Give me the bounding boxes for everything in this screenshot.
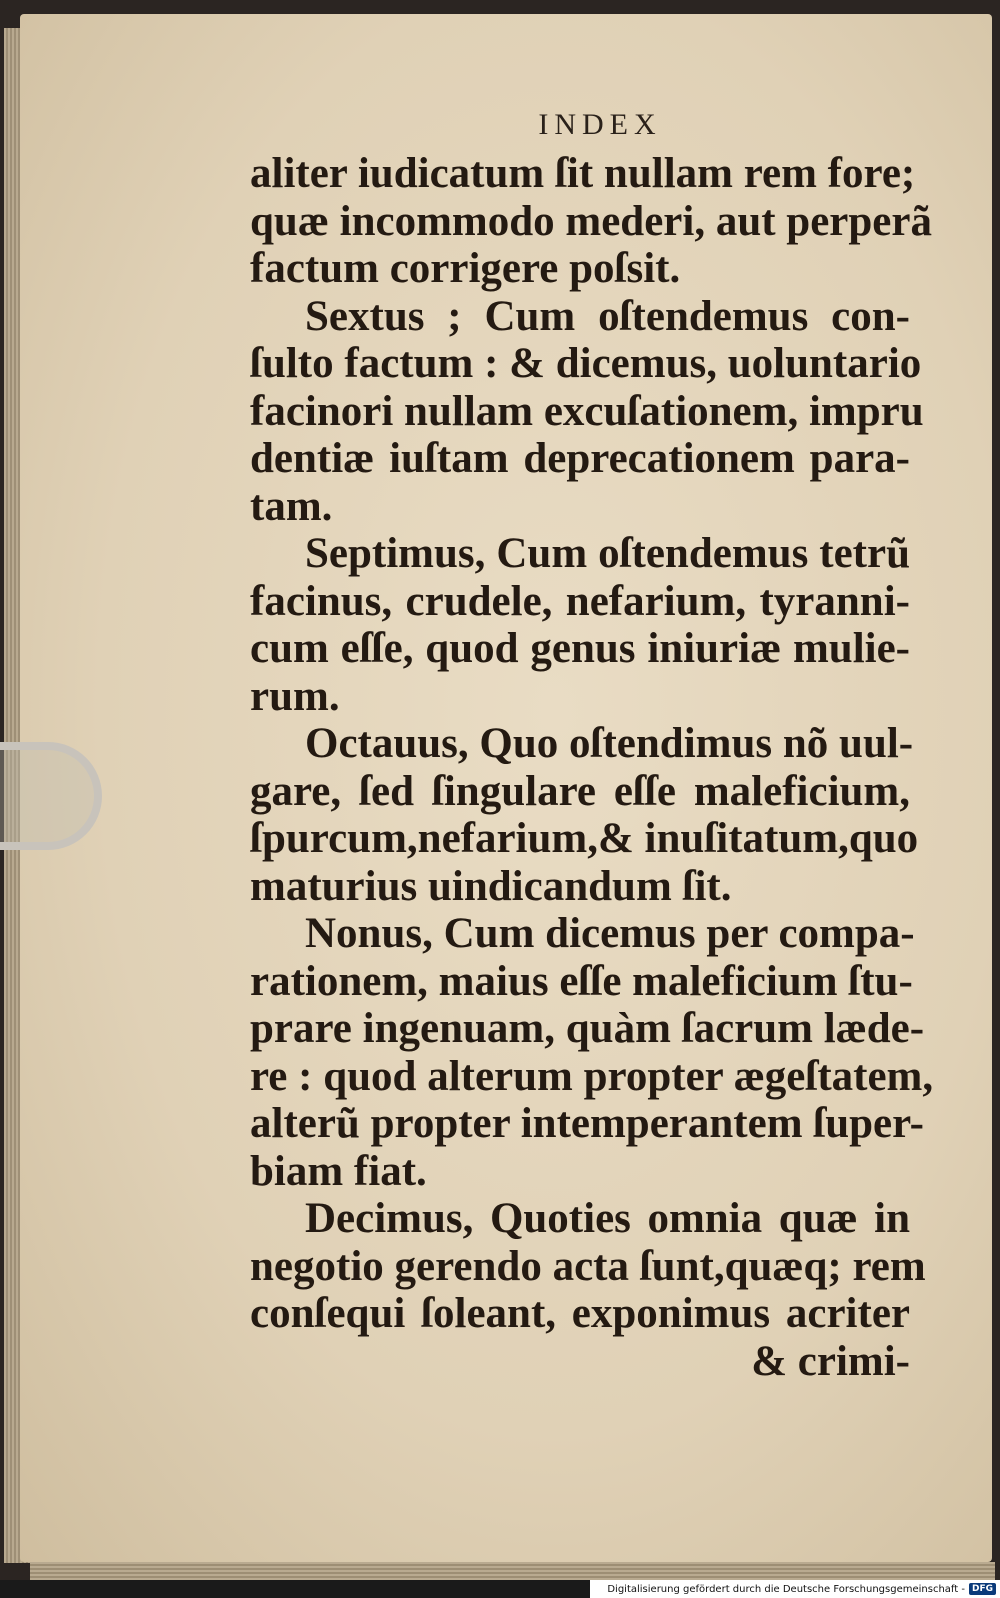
text-line: biam fiat. [250, 1147, 427, 1195]
body-text [250, 150, 934, 1385]
digitization-footer [590, 1580, 1000, 1598]
text-line: tam. [250, 482, 333, 530]
text-line: factum corrigere poſsit. [250, 245, 681, 292]
text-line: maturius uindicandum ſit. [250, 862, 732, 910]
dfg-logo-icon: DFG [969, 1583, 996, 1595]
text-line: dentiæ iuſtam deprecationem para- [250, 435, 910, 482]
text-line: facinori nullam excuſationem, impru [250, 387, 924, 435]
catchword: & crimi- [751, 1337, 910, 1385]
text-line: Octauus, Quo oſtendimus nõ uul- [305, 720, 914, 767]
text-line: Sextus ; Cum oſtendemus con- [305, 292, 910, 340]
text-line: prare ingenuam, quàm ſacrum læde- [250, 1005, 925, 1052]
text-line: conſequi ſoleant, exponimus acriter [250, 1290, 910, 1337]
text-line: Decimus, Quoties omnia quæ in [305, 1195, 910, 1242]
text-line: facinus, crudele, nefarium, tyranni- [250, 577, 910, 625]
text-line: Nonus, Cum dicemus per compa- [305, 910, 915, 957]
text-line: alterũ propter intemperantem ſuper- [250, 1100, 924, 1147]
text-line: gare, ſed ſingulare eſſe maleficium, [250, 767, 910, 815]
page-bottom-edge [30, 1562, 995, 1580]
footer-credit: Digitalisierung gefördert durch die Deutsche Forschungsgemeinschaft - [607, 1583, 965, 1595]
text-line: ſpurcum,nefarium,& inuſitatum,quo [250, 815, 919, 862]
text-line: quæ incommodo mederi, aut perperã [250, 197, 932, 245]
text-line: rum. [250, 672, 340, 720]
text-line: Septimus, Cum oſtendemus tetrũ [305, 530, 910, 577]
text-line: negotio gerendo acta ſunt,quæq; rem [250, 1242, 926, 1290]
text-line: ſulto factum : & dicemus, uoluntario [250, 340, 922, 387]
text-line: cum eſſe, quod genus iniuriæ mulie- [250, 625, 910, 672]
text-line: re : quod alterum propter ægeſtatem, [250, 1052, 934, 1100]
text-line: aliter iudicatum ſit nullam rem fore; [250, 150, 916, 197]
text-line: rationem, maius eſſe maleficium ſtu- [250, 957, 913, 1005]
running-head: INDEX [538, 108, 662, 141]
